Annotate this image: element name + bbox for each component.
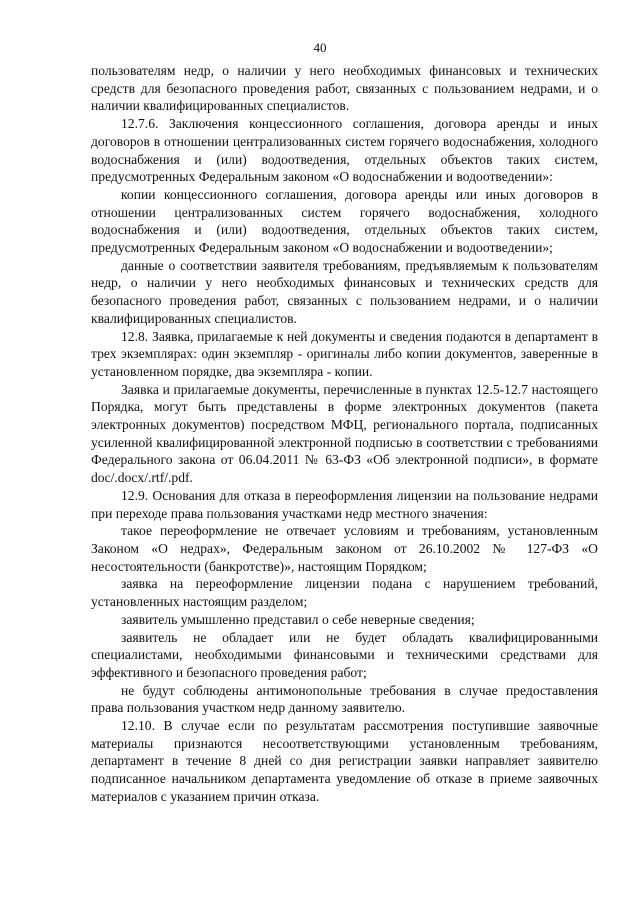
paragraph-electronic-documents: Заявка и прилагаемые документы, перечисленные в пунктах 12.5-12.7 настоящего Порядка, могут быть представлены в форме электронных документов (пакета электронных документов) посредством МФЦ, регионального портала, подписанных усиленной квалифицированной электронной подписью в соответствии с требованиями Федерального закона от 06.04.2011 № 63-ФЗ «Об электронной подписи», в формате doc/.docx/.rtf/.pdf. [91,381,598,486]
paragraph-reason-antimonopoly: не будут соблюдены антимонопольные требования в случае предоставления права пользования участком недр данному заявителю. [91,682,598,716]
paragraph-concession-copies: копии концессионного соглашения, договора аренды или иных договоров в отношении централизованных систем горячего водоснабжения, холодного водоснабжения и (или) водоотведения, отдельных объектов таких систем, предусмотренных Федеральным законом «О водоснабжении и водоотведении»; [91,186,598,256]
paragraph-continuation: пользователям недр, о наличии у него необходимых финансовых и технических средств для безопасного проведения работ, связанных с пользованием недрами, и о наличии квалифицированных специалистов. [91,63,598,114]
paragraph-applicant-compliance: данные о соответствии заявителя требованиям, предъявляемым к пользователям недр, о наличии у него необходимых финансовых и технических средств для безопасного проведения работ, связанных с пользованием недрами, и о наличии квалифицированных специалистов. [91,257,598,326]
paragraph-12-7-6: 12.7.6. Заключения концессионного соглашения, договора аренды и иных договоров в отношении централизованных систем горячего водоснабжения, холодного водоснабжения и (или) водоотведения, отдельных объектов таких систем, предусмотренных Федеральным законом «О водоснабжении и водоотведении»: [91,116,598,185]
paragraph-12-10: 12.10. В случае если по результатам рассмотрения поступившие заявочные материалы признаются несоответствующими установленным требованиям, департамент в течение 8 дней со дня регистрации заявки направляет заявителю подписанное начальником департамента уведомление об отказе в приеме заявочных материалов с указанием причин отказа. [91,718,598,804]
document-body [91,62,598,806]
paragraph-reason-no-specialists: заявитель не обладает или не будет обладать квалифицированными специалистами, необходимыми финансовыми и техническими средствами для эффективного и безопасного проведения работ; [91,629,598,680]
paragraph-reason-violation: заявка на переоформление лицензии подана с нарушением требований, установленных настоящим разделом; [91,576,598,610]
paragraph-12-9: 12.9. Основания для отказа в переоформления лицензии на пользование недрами при переходе права пользования участками недр местного значения: [91,487,598,521]
paragraph-12-8: 12.8. Заявка, прилагаемые к ней документы и сведения подаются в департамент в трех экземплярах: один экземпляр - оригиналы либо копии документов, заверенные в установленном порядке, два экземпляра - копии. [91,328,598,379]
paragraph-reason-false-info: заявитель умышленно представил о себе неверные сведения; [121,611,475,627]
paragraph-reason-nonconformity: такое переоформление не отвечает условиям и требованиям, установленным Законом «О недрах», Федеральным законом от 26.10.2002 № 127-ФЗ «О несостоятельности (банкротстве)», настоящим Порядком; [91,523,598,574]
page-number: 40 [313,40,327,55]
